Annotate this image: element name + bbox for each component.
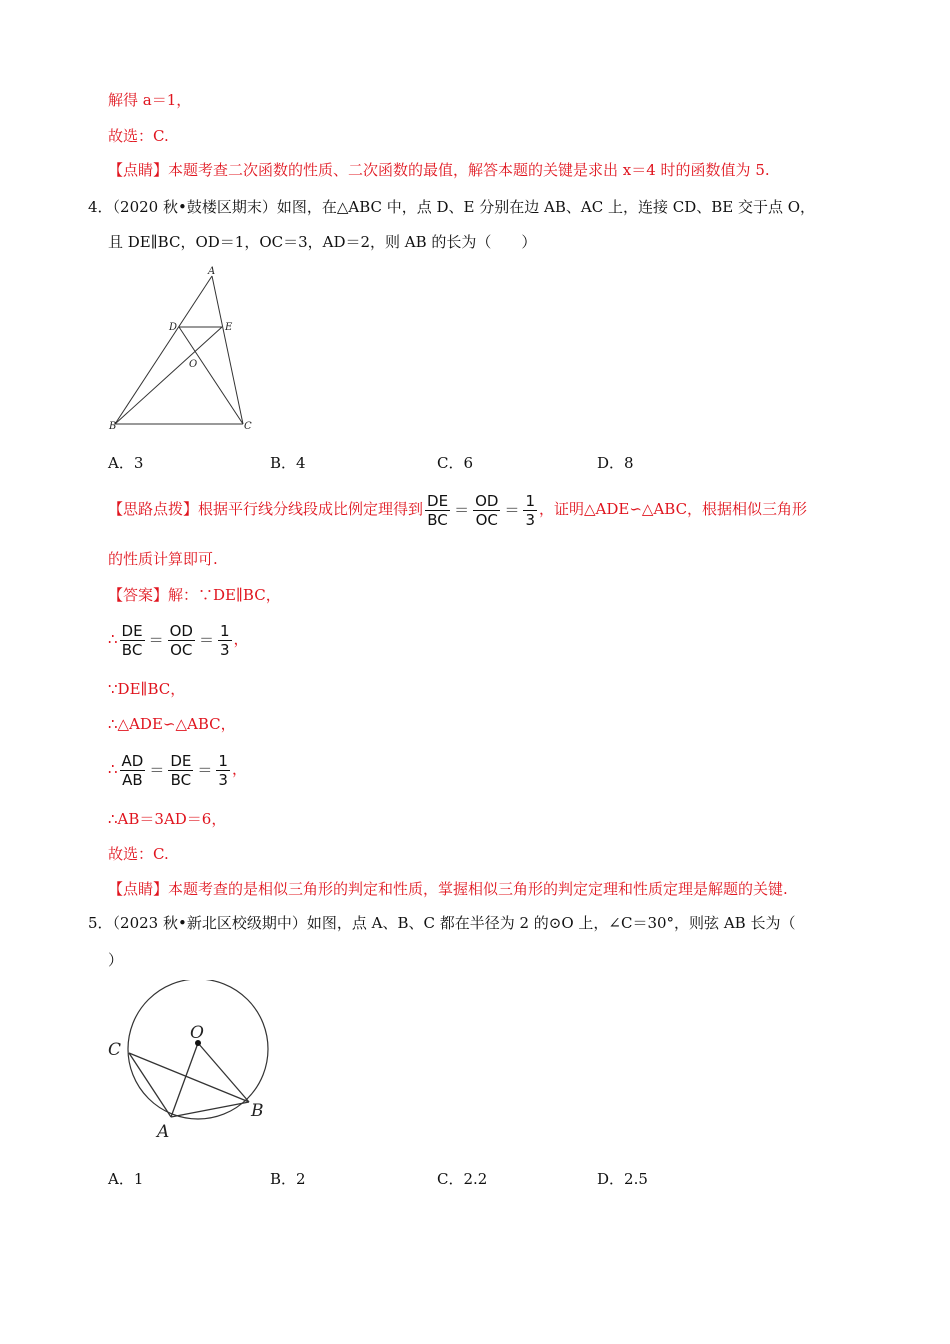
step1-fraction-de-bc: $\frac{DE}{BC}$	[121, 621, 143, 659]
q4-comment-tag: 【点睛】	[108, 880, 169, 898]
label-e: E	[225, 322, 233, 333]
q4-option-a[interactable]: A．3	[108, 454, 144, 472]
q4-step2: ∵DE∥BC，	[108, 680, 186, 698]
q3-comment	[108, 160, 770, 180]
chord-ca	[129, 1053, 171, 1117]
chord-cb	[129, 1053, 249, 1102]
chord-ab	[171, 1102, 249, 1117]
q3-comment-text: 本题考查二次函数的性质、二次函数的最值，解答本题的关键是求出 x＝4 时的函数值为 5.	[168, 161, 770, 179]
q3-choice-line: 故选：C.	[108, 127, 169, 145]
q4-step5: ∴AB＝3AD＝6，	[108, 810, 227, 828]
q4-choice: 故选：C.	[108, 845, 169, 863]
label-d: D	[169, 322, 178, 333]
q4-option-c[interactable]: C．6	[437, 454, 474, 472]
q4-number: 4．	[88, 198, 113, 216]
q4-hint-before: 根据平行线分线段成比例定理得到	[198, 500, 424, 518]
q4-option-d[interactable]: D．8	[597, 454, 634, 472]
q5-option-b[interactable]: B．2	[270, 1170, 306, 1188]
q4-hint-after: ，证明△ADE∽△ABC，根据相似三角形	[539, 500, 808, 518]
step4-fraction-de-bc: $\frac{DE}{BC}$	[170, 751, 192, 789]
q4-hint-tag: 【思路点拨】	[108, 500, 199, 518]
label-b: B	[109, 421, 117, 432]
q5-option-d[interactable]: D．2.5	[597, 1170, 648, 1188]
q4-step3: ∴△ADE∽△ABC，	[108, 715, 236, 733]
q4-triangle-figure	[100, 262, 270, 437]
q4-answer-tag: 【答案】	[108, 586, 169, 604]
hint-fraction-de-bc: $\frac{DE}{BC}$	[427, 491, 449, 529]
q4-hint-line2: 的性质计算即可.	[108, 550, 218, 568]
hint-fraction-one-third: $\frac{1}{3}$	[525, 491, 535, 529]
q4-comment	[108, 879, 788, 899]
label-c: C	[244, 421, 252, 432]
label-o: O	[189, 359, 198, 370]
q5-number: 5．	[88, 914, 113, 932]
q5-circle-figure	[100, 980, 280, 1145]
q4-step4: ∴ $\frac{AD}{AB}$ ＝ $\frac{DE}{BC}$ ＝ $\frac{1}{3}$ ，	[108, 751, 247, 789]
step4-fraction-ad-ab: $\frac{AD}{AB}$	[121, 751, 144, 789]
q4-stem-line1	[88, 197, 815, 217]
q5-option-c[interactable]: C．2.2	[437, 1170, 488, 1188]
segment-cd	[179, 327, 243, 424]
hint-fraction-od-oc: $\frac{OD}{OC}$	[475, 491, 499, 529]
step1-fraction-od-oc: $\frac{OD}{OC}$	[169, 621, 193, 659]
segment-ab	[115, 276, 212, 424]
q4-stem-text1: （2020 秋•鼓楼区期末）如图，在△ABC 中，点 D、E 分别在边 AB、AC 上，连接 CD、BE 交于点 O，	[112, 198, 816, 216]
label-b5: B	[251, 1101, 264, 1121]
q4-answer-intro: 【答案】解：∵DE∥BC，	[108, 586, 281, 604]
label-a5: A	[157, 1122, 170, 1142]
q5-stem-line2: ）	[108, 951, 124, 969]
segment-ac	[212, 276, 243, 424]
q4-stem-line2: 且 DE∥BC，OD＝1，OC＝3，AD＝2，则 AB 的长为（ ）	[108, 233, 537, 251]
step4-fraction-one-third: $\frac{1}{3}$	[218, 751, 228, 789]
q3-solution-line: 解得 a＝1，	[108, 91, 192, 109]
q4-comment-text: 本题考查的是相似三角形的判定和性质，掌握相似三角形的判定定理和性质定理是解题的关键.	[168, 880, 788, 898]
label-a: A	[208, 266, 216, 277]
q5-stem-line1	[88, 913, 795, 933]
q3-comment-tag: 【点睛】	[108, 161, 169, 179]
q4-step1: ∴ $\frac{DE}{BC}$ ＝ $\frac{OD}{OC}$ ＝ $\frac{1}{3}$ ，	[108, 621, 249, 659]
circle-o	[128, 980, 268, 1119]
label-c5: C	[108, 1040, 122, 1060]
q4-option-b[interactable]: B．4	[270, 454, 306, 472]
q5-stem-text1: （2023 秋•新北区校级期中）如图，点 A、B、C 都在半径为 2 的⊙O 上，∠C＝30°，则弦 AB 长为（	[112, 914, 796, 932]
q4-hint-line1: 【思路点拨】根据平行线分线段成比例定理得到 $\frac{DE}{BC}$ ＝ $\frac{OD}{OC}$ ＝ $\frac{1}{3}$ ，证明△ADE∽△ABC，根据相似三角形	[108, 491, 808, 529]
label-o5: O	[190, 1023, 204, 1043]
step1-fraction-one-third: $\frac{1}{3}$	[219, 621, 230, 659]
radius-ob	[198, 1043, 249, 1102]
q5-option-a[interactable]: A．1	[108, 1170, 144, 1188]
